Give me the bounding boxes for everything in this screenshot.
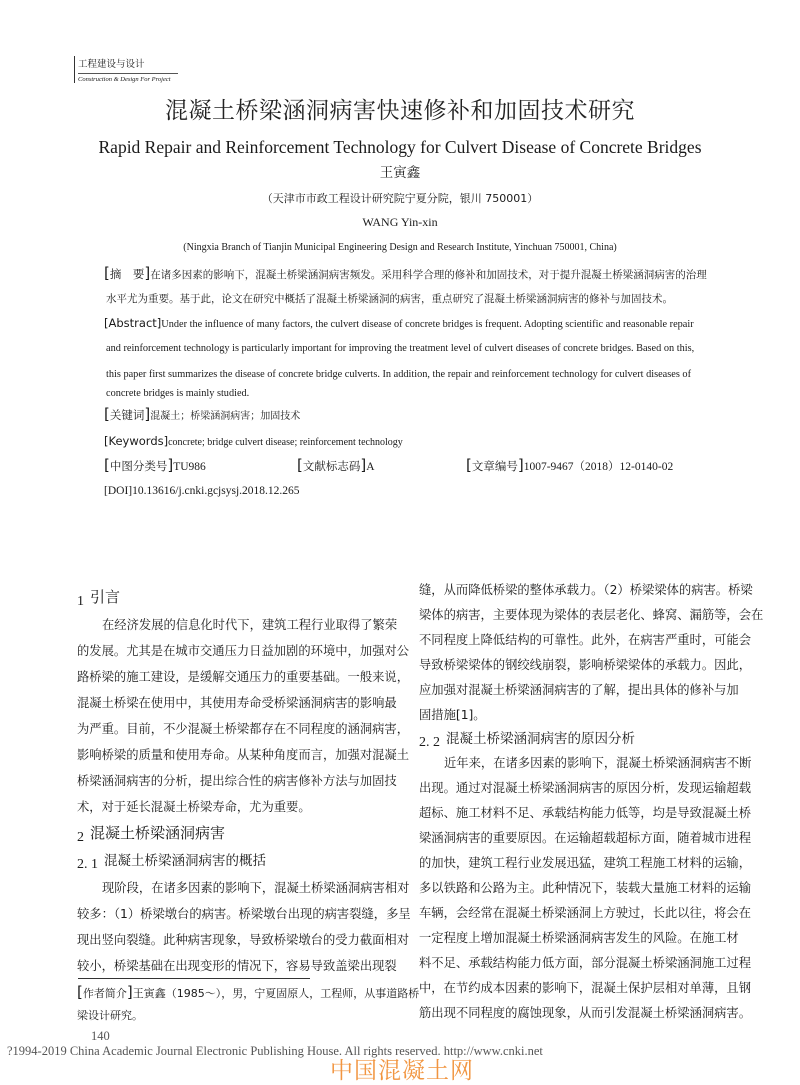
abstract-cn-line: 水平尤为重要。基于此，论文在研究中概括了混凝土桥梁涵洞的病害，重点研究了混凝土桥梁涵洞病害的修补与加固技术。 [106,293,673,305]
title-en: Rapid Repair and Reinforcement Technology for Culvert Disease of Concrete Bridges [98,137,702,157]
section-1-heading [77,584,383,612]
doi-label: DOI [107,485,129,497]
page-number: 140 [91,1029,110,1043]
paragraph-line: 多以铁路和公路为主。此种情况下，装载大量施工材料的运输 [419,881,752,895]
paragraph-line: 一定程度上增加混凝土桥梁涵洞病害发生的风险。在施工材 [419,931,739,945]
abstract-en-line: Under the influence of many factors, the culvert disease of concrete bridges is frequent. Adopting scientific and reasonable repair [161,319,694,330]
doc-code: [文献标志码]A [297,456,375,474]
author-note-label: 作者简介 [82,987,127,1000]
paragraph-line: 出现。通过对混凝土桥梁涵洞病害的原因分析，发现运输超载 [419,781,752,795]
paragraph-line: 术，对于延长混凝土桥梁寿命，尤为重要。 [77,800,311,814]
author-en: WANG Yin-xin [362,215,438,229]
abstract-en-line: concrete bridges is mainly studied. [106,388,250,399]
keywords-label-cn: 关键词 [109,408,145,422]
author-note-text: 王寅鑫（1985～），男，宁夏固原人，工程师，从事道路桥 [132,987,420,1000]
right-column [419,578,764,1026]
author-note-line: [作者简介]王寅鑫（1985～），男，宁夏固原人，工程师，从事道路桥 [77,983,420,1001]
section-title: 引言 [90,588,121,606]
affiliation-cn: （天津市市政工程设计研究院宁夏分院，银川 750001） [261,192,539,205]
paragraph-line: 在经济发展的信息化时代下，建筑工程行业取得了繁荣 [102,618,398,632]
left-column [77,584,411,979]
section-number: 1 [77,594,84,609]
paragraph-line: 混凝土桥梁在使用中，其使用寿命受桥梁涵洞病害的影响最 [77,696,397,710]
paragraph-line: 超标、施工材料不足、承载结构能力低等，均是导致混凝土桥 [419,806,752,820]
paragraph-line: 梁体的病害，主要体现为梁体的表层老化、蜂窝、漏筋等，会在 [419,608,764,622]
section-title: 混凝土桥梁涵洞病害的概括 [104,853,266,869]
abstract-cn: [摘 要]在诸多因素的影响下，混凝土桥梁涵洞病害频发。采用科学合理的修补和加固技术，对于提升混凝土桥梁涵洞病害的治理 [104,264,707,282]
paragraph-line: 较小，桥梁基础在出现变形的情况下，容易导致盖梁出现裂 [77,959,397,973]
journal-header [74,56,178,83]
section-title: 混凝土桥梁涵洞病害 [90,824,226,842]
paragraph-line: 的发展。尤其是在城市交通压力日益加剧的环境中，加强对公 [77,644,410,658]
abstract-en-line: and reinforcement technology is particularly important for improving the treatment level of culvert diseases of concrete bridges. Based on this, [106,343,695,354]
keywords-en-value: concrete; bridge culvert disease; reinforcement technology [168,437,403,448]
abstract-en-line: this paper first summarizes the disease of concrete bridge culverts. In addition, the repair and reinforcement technology for culvert diseases of [106,369,691,380]
paragraph-line: 近年来，在诸多因素的影响下，混凝土桥梁涵洞病害不断 [444,756,752,770]
title-cn: 混凝土桥梁涵洞病害快速修补和加固技术研究 [165,98,635,124]
paragraph-line: 为严重。目前，不少混凝土桥梁都存在不同程度的涵洞病害， [77,722,410,736]
keywords-cn: [关键词]混凝土；桥梁涵洞病害；加固技术 [104,405,301,423]
author-note [77,981,420,1027]
section-2-2-heading [419,728,735,751]
paragraph-line: 车辆，会经常在混凝土桥梁涵洞上方驶过，长此以往，将会在 [419,906,752,920]
paragraph-line: 应加强对混凝土桥梁涵洞病害的了解，提出具体的修补与加 [419,683,739,697]
author-note-line: 梁设计研究。 [77,1009,143,1022]
keywords-en: [Keywords]concrete; bridge culvert disease; reinforcement technology [104,434,403,448]
paragraph-line: 影响桥梁的质量和使用寿命。从某种角度而言，加强对混凝土 [77,748,410,762]
paragraph-line: 现出竖向裂缝。此种病害现象，导致桥梁墩台的受力截面相对 [77,933,410,947]
journal-name-en: Construction & Design For Project [78,73,178,83]
keywords-label-en: Keywords [108,434,164,448]
footnote-divider [78,978,310,979]
paragraph-line: 梁涵洞病害的重要原因。在运输超载超标方面，随着城市进程 [419,831,752,845]
abstract-label-cn: 摘 要 [109,267,145,281]
doc-code-value: A [366,461,375,473]
doc-code-label: 文献标志码 [302,459,361,473]
abstract-en: [Abstract]Under the influence of many factors, the culvert disease of concrete bridges is frequent. Adopting scientific and reasonable repair [104,316,694,330]
journal-name-cn: 工程建设与设计 [78,59,145,70]
doi: [DOI]10.13616/j.cnki.gcjsysj.2018.12.265 [104,485,300,497]
clc-label: 中图分类号 [109,459,168,473]
section-number: 2. 1 [77,857,98,872]
paragraph-line: 不同程度上降低结构的可靠性。此外，在病害严重时，可能会 [419,633,752,647]
section-title: 混凝土桥梁涵洞病害的原因分析 [446,731,635,747]
affiliation-en: (Ningxia Branch of Tianjin Municipal Engineering Design and Research Institute, Yinchuan 750001, China) [183,242,617,253]
clc: [中图分类号]TU986 [104,456,206,474]
paragraph-line: 缝，从而降低桥梁的整体承载力。（2）桥梁梁体的病害。桥梁 [419,583,753,597]
paragraph-line: 较多：（1）桥梁墩台的病害。桥梁墩台出现的病害裂缝，多呈 [77,907,411,921]
clc-value: TU986 [173,461,206,473]
section-2-heading [77,820,383,848]
paragraph-line: 料不足、承载结构能力低方面，部分混凝土桥梁涵洞施工过程 [419,956,752,970]
paragraph-line: 路桥梁的施工建设，是缓解交通压力的重要基础。一般来说， [77,670,410,684]
paragraph-line: 导致桥梁梁体的钢绞线崩裂，影响桥梁梁体的承载力。因此， [419,658,752,672]
watermark-logo: 中国混凝土网 [330,1058,474,1084]
abstract-cn-line: 在诸多因素的影响下，混凝土桥梁涵洞病害频发。采用科学合理的修补和加固技术，对于提升混凝土桥梁涵洞病害的治理 [150,269,707,281]
abstract-label-en: Abstract [108,316,157,330]
section-2-1-heading [77,848,383,875]
paragraph-line: 中，在节约成本因素的影响下，混凝土保护层相对单薄，且钢 [419,981,752,995]
paragraph-line: 筋出现不同程度的腐蚀现象，从而引发混凝土桥梁涵洞病害。 [419,1006,752,1020]
paragraph-line: 的加快，建筑工程行业发展迅猛，建筑工程施工材料的运输， [419,856,752,870]
paragraph-line: 桥梁涵洞病害的分析，提出综合性的病害修补方法与加固技 [77,774,397,788]
section-number: 2 [77,830,84,845]
section-number: 2. 2 [419,735,440,750]
copyright: ?1994-2019 China Academic Journal Electronic Publishing House. All rights reserved. http://www.cnki.net [7,1044,543,1058]
article-no: [文章编号]1007-9467（2018）12-0140-02 [466,456,674,474]
doi-value: 10.13616/j.cnki.gcjsysj.2018.12.265 [132,485,300,497]
keywords-cn-value: 混凝土；桥梁涵洞病害；加固技术 [150,411,301,422]
article-no-label: 文章编号 [471,459,518,473]
paragraph-line: 固措施[1]。 [419,708,486,722]
author-cn: 王寅鑫 [379,165,421,181]
article-no-value: 1007-9467（2018）12-0140-02 [523,461,674,473]
paragraph-line: 现阶段，在诸多因素的影响下，混凝土桥梁涵洞病害相对 [102,881,410,895]
